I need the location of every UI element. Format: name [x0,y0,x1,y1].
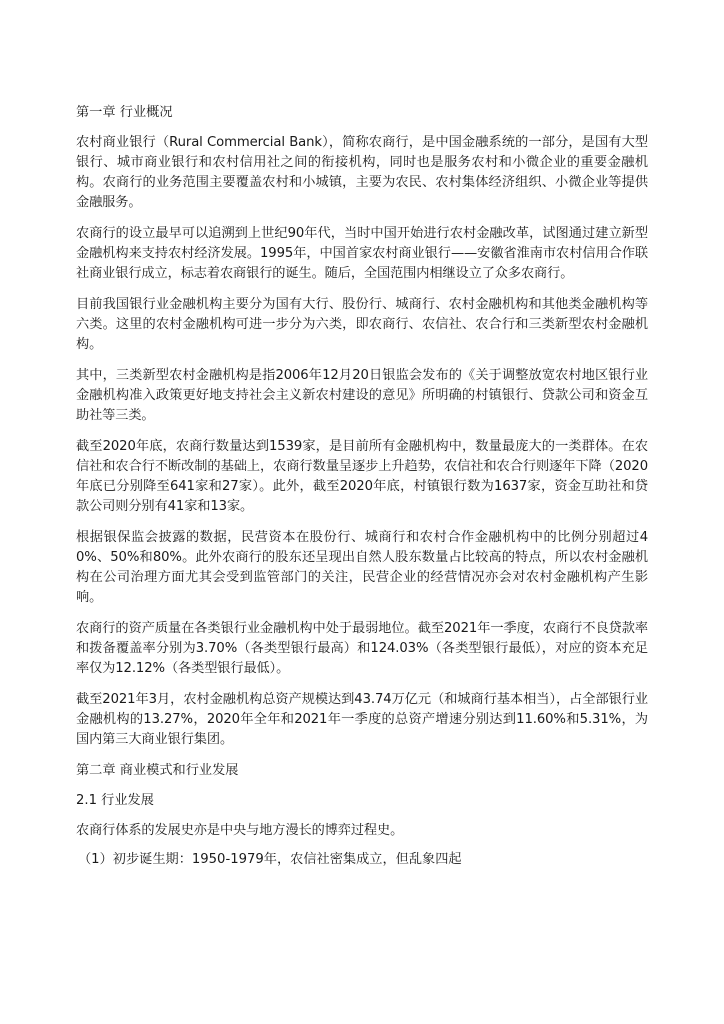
paragraph-total-assets: 截至2021年3月，农村金融机构总资产规模达到43.74万亿元（和城商行基本相当），占全部银行业金融机构的13.27%，2020年全年和2021年一季度的总资产增速分别达到11.60%和5.31%，为国内第三大商业银行集团。 [76,692,648,747]
paragraph-asset-quality: 农商行的资产质量在各类银行业金融机构中处于最弱地位。截至2021年一季度，农商行不良贷款率和拨备覆盖率分别为3.70%（各类型银行最高）和124.03%（各类型银行最低），对应的资本充足率仅为12.12%（各类型银行最低）。 [76,621,648,676]
section-2-1-intro: 农商行体系的发展史亦是中央与地方漫长的博弈过程史。 [76,823,404,838]
paragraph-new-institutions: 其中，三类新型农村金融机构是指2006年12月20日银监会发布的《关于调整放宽农村地区银行业金融机构准入政策更好地支持社会主义新农村建设的意见》所明确的村镇银行、贷款公司和资金互助社等三类。 [76,368,648,423]
section-2-1-title: 2.1 行业发展 [76,793,154,808]
paragraph-intro: 农村商业银行（Rural Commercial Bank），简称农商行，是中国金融系统的一部分，是国有大型银行、城市商业银行和农村信用社之间的衔接机构，同时也是服务农村和小微企业的重要金融机构。农商行的业务范围主要覆盖农村和小城镇，主要为农民、农村集体经济组织、小微企业等提供金融服务。 [76,135,648,210]
paragraph-classification: 目前我国银行业金融机构主要分为国有大行、股份行、城商行、农村金融机构和其他类金融机构等六类。这里的农村金融机构可进一步分为六类，即农商行、农信社、农合行和三类新型农村金融机构。 [76,297,648,352]
chapter-2-title: 第二章 商业模式和行业发展 [76,763,239,778]
paragraph-private-capital: 根据银保监会披露的数据，民营资本在股份行、城商行和农村合作金融机构中的比例分别超过40%、50%和80%。此外农商行的股东还呈现出自然人股东数量占比较高的特点，所以农村金融机构在公司治理方面尤其会受到监管部门的关注，民营企业的经营情况亦会对农村金融机构产生影响。 [76,530,648,605]
paragraph-history: 农商行的设立最早可以追溯到上世纪90年代，当时中国开始进行农村金融改革，试图通过建立新型金融机构来支持农村经济发展。1995年，中国首家农村商业银行——安徽省淮南市农村信用合作联社商业银行成立，标志着农商银行的诞生。随后，全国范围内相继设立了众多农商行。 [76,226,648,281]
paragraph-counts: 截至2020年底，农商行数量达到1539家，是目前所有金融机构中，数量最庞大的一类群体。在农信社和农合行不断改制的基础上，农商行数量呈逐步上升趋势，农信社和农合行则逐年下降（2020年底已分别降至641家和27家）。此外，截至2020年底，村镇银行数为1637家，资金互助社和贷款公司则分别有41家和13家。 [76,439,648,514]
chapter-1-title: 第一章 行业概况 [76,105,173,120]
list-item-1: （1）初步诞生期：1950-1979年，农信社密集成立，但乱象四起 [78,852,462,867]
